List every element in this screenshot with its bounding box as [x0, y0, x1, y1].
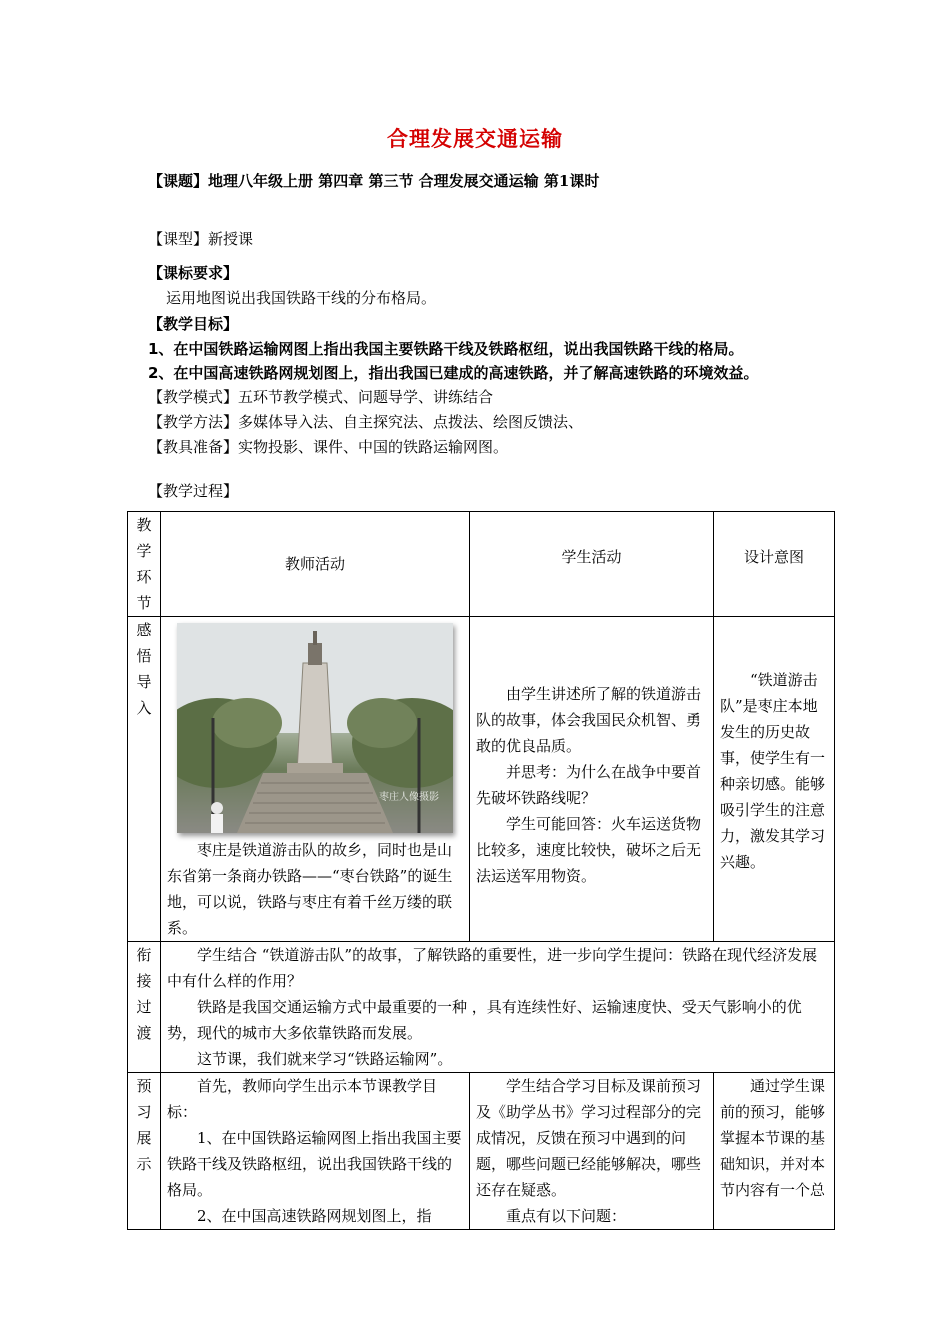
row-preview: [128, 1073, 835, 1230]
table-header-row: [128, 512, 835, 617]
process-label: 【教学过程】: [148, 482, 239, 500]
row-introduction: [128, 617, 835, 942]
teaching-tools: 【教具准备】实物投影、课件、中国的铁路运输网图。: [148, 438, 509, 456]
goal-1: 1、在中国铁路运输网图上指出我国主要铁路干线及铁路枢纽，说出我国铁路干线的格局。: [148, 340, 744, 358]
stage-transition: 衔 接 过 渡: [128, 942, 161, 1073]
transition-content: 学生结合 “铁道游击队”的故事，了解铁路的重要性，进一步向学生提问：铁路在现代经济发展中有什么样的作用？ 铁路是我国交通运输方式中最重要的一种 ，具有连续性好、运输速度快、受天气影响小的优势，现代的城市大多依靠铁路而发展。 这节课，我们就来学习“铁路运输网”。: [161, 942, 835, 1073]
goal-2: 2、在中国高速铁路网规划图上，指出我国已建成的高速铁路，并了解高速铁路的环境效益。: [148, 364, 759, 382]
header-teacher: 教师活动: [161, 512, 470, 617]
course-line: 【课题】地理八年级上册 第四章 第三节 合理发展交通运输 第1课时: [148, 172, 600, 190]
teacher-introduction: [161, 617, 470, 942]
teacher-preview: 首先，教师向学生出示本节课教学目标： 1、在中国铁路运输网图上指出我国主要铁路干线及铁路枢纽，说出我国铁路干线的格局。 2、在中国高速铁路网规划图上，指: [161, 1073, 470, 1230]
header-stage: 教 学 环 节: [128, 512, 161, 617]
goals-label: 【教学目标】: [148, 315, 239, 333]
standard-text: 运用地图说出我国铁路干线的分布格局。: [166, 289, 437, 307]
student-preview: 学生结合学习目标及课前预习及《助学丛书》学习过程部分的完成情况，反馈在预习中遇到的问题，哪些问题已经能够解决，哪些还存在疑惑。 重点有以下问题：: [470, 1073, 714, 1230]
teaching-mode: 【教学模式】五环节教学模式、问题导学、讲练结合: [148, 388, 494, 406]
header-student: 学生活动: [470, 512, 714, 617]
teaching-method: 【教学方法】多媒体导入法、自主探究法、点拨法、绘图反馈法、: [148, 413, 584, 431]
design-preview: 通过学生课前的预习，能够掌握本节课的基础知识，并对本节内容有一个总: [714, 1073, 835, 1230]
lesson-type: 【课型】新授课: [148, 230, 254, 248]
student-introduction: 由学生讲述所了解的铁道游击队的故事，体会我国民众机智、勇敢的优良品质。 并思考：为什么在战争中要首先破坏铁路线呢？ 学生可能回答：火车运送货物比较多，速度比较快，破坏之后无法运送军用物资。: [470, 617, 714, 942]
stage-preview: 预 习 展 示: [128, 1073, 161, 1230]
document-title: 合理发展交通运输: [387, 126, 563, 151]
monument-photo: [177, 623, 453, 833]
row-transition: [128, 942, 835, 1073]
header-design: 设计意图: [714, 512, 835, 617]
teacher-text-introduction: 枣庄是铁道游击队的故乡，同时也是山东省第一条商办铁路——“枣台铁路”的诞生地，可以说，铁路与枣庄有着千丝万缕的联系。: [167, 841, 453, 937]
standard-label: 【课标要求】: [148, 264, 239, 282]
lesson-process-table: [127, 511, 835, 1230]
stage-introduction: 感 悟 导 入: [128, 617, 161, 942]
photo-watermark: 枣庄人像摄影: [379, 792, 439, 803]
design-introduction: “铁道游击队”是枣庄本地发生的历史故事，使学生有一种亲切感。能够吸引学生的注意力，激发其学习兴趣。: [714, 617, 835, 942]
